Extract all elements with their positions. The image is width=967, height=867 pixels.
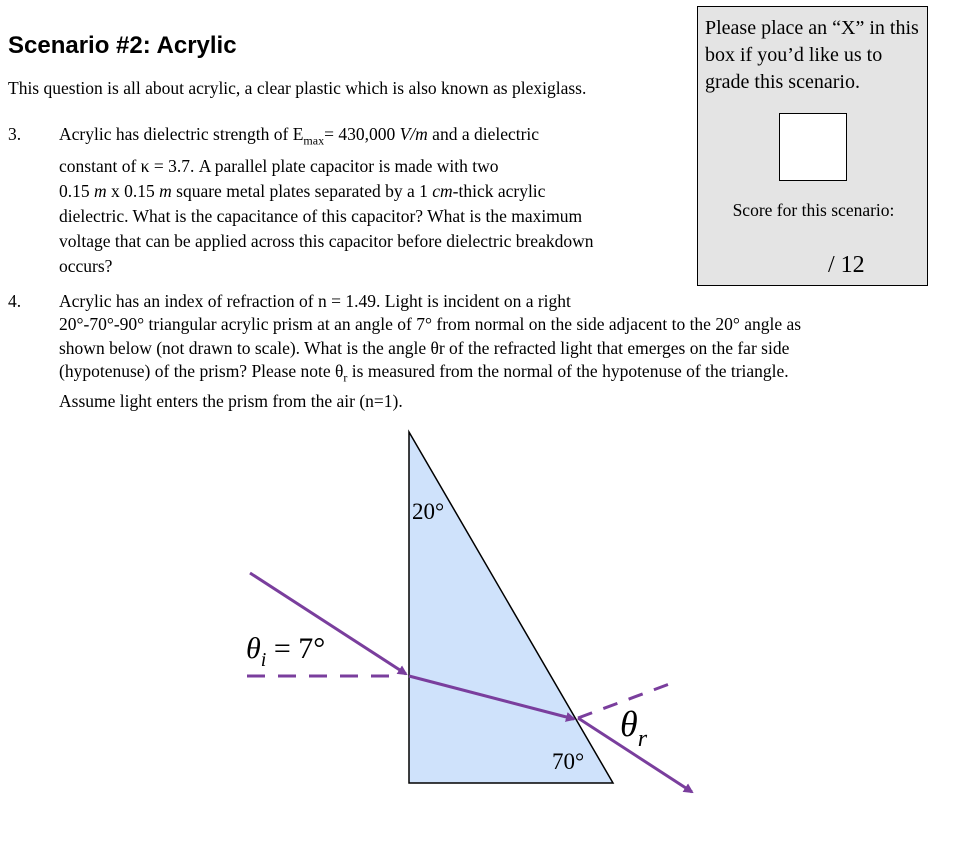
theta-i-label: $\theta_i = 7^\circ$ [246, 632, 326, 671]
grade-instructions: Please place an “X” in this box if you’d like us to grade this scenario. [705, 17, 919, 93]
score-value: / 12 [828, 252, 865, 278]
question-line: Acrylic has dielectric strength of $E_{max}= 430,000$ V/m and a dielectric [59, 124, 540, 148]
question-line: (hypotenuse) of the prism? Please note $\theta_r$ is measured from the normal of the hypotenuse of the triangle. [59, 361, 789, 385]
question-line: occurs? [59, 255, 113, 276]
question-number: 4. [8, 291, 22, 311]
angle-label-70: 70° [552, 749, 585, 774]
scenario-title: Scenario #2: Acrylic [8, 32, 237, 59]
question-line: Assume light enters the prism from the air (n=1). [59, 391, 403, 412]
question-line: dielectric. What is the capacitance of this capacitor? What is the maximum [59, 205, 583, 226]
question-line: 0.15 m x 0.15 m square metal plates separated by a 1 cm-thick acrylic [59, 180, 546, 201]
question-number: 3. [8, 124, 22, 144]
intro-text: This question is all about acrylic, a clear plastic which is also known as plexiglass. [8, 78, 587, 98]
theta-r-label: $\theta_r$ [620, 704, 648, 752]
question-line: Acrylic has an index of refraction of n = 1.49. Light is incident on a right [59, 291, 571, 311]
question-line: constant of κ = 3.7. A parallel plate capacitor is made with two [59, 155, 499, 176]
question-line: voltage that can be applied across this capacitor before dielectric breakdown [59, 230, 594, 251]
question-line: 20°-70°-90° triangular acrylic prism at an angle of 7° from normal on the side adjacent to the 20° angle as [59, 314, 802, 335]
question-line: shown below (not drawn to scale). What is the angle θr of the refracted light that emerges on the far side [59, 337, 790, 358]
score-label: Score for this scenario: [732, 200, 895, 220]
angle-label-20: 20° [412, 499, 445, 524]
acrylic-prism [409, 432, 613, 783]
